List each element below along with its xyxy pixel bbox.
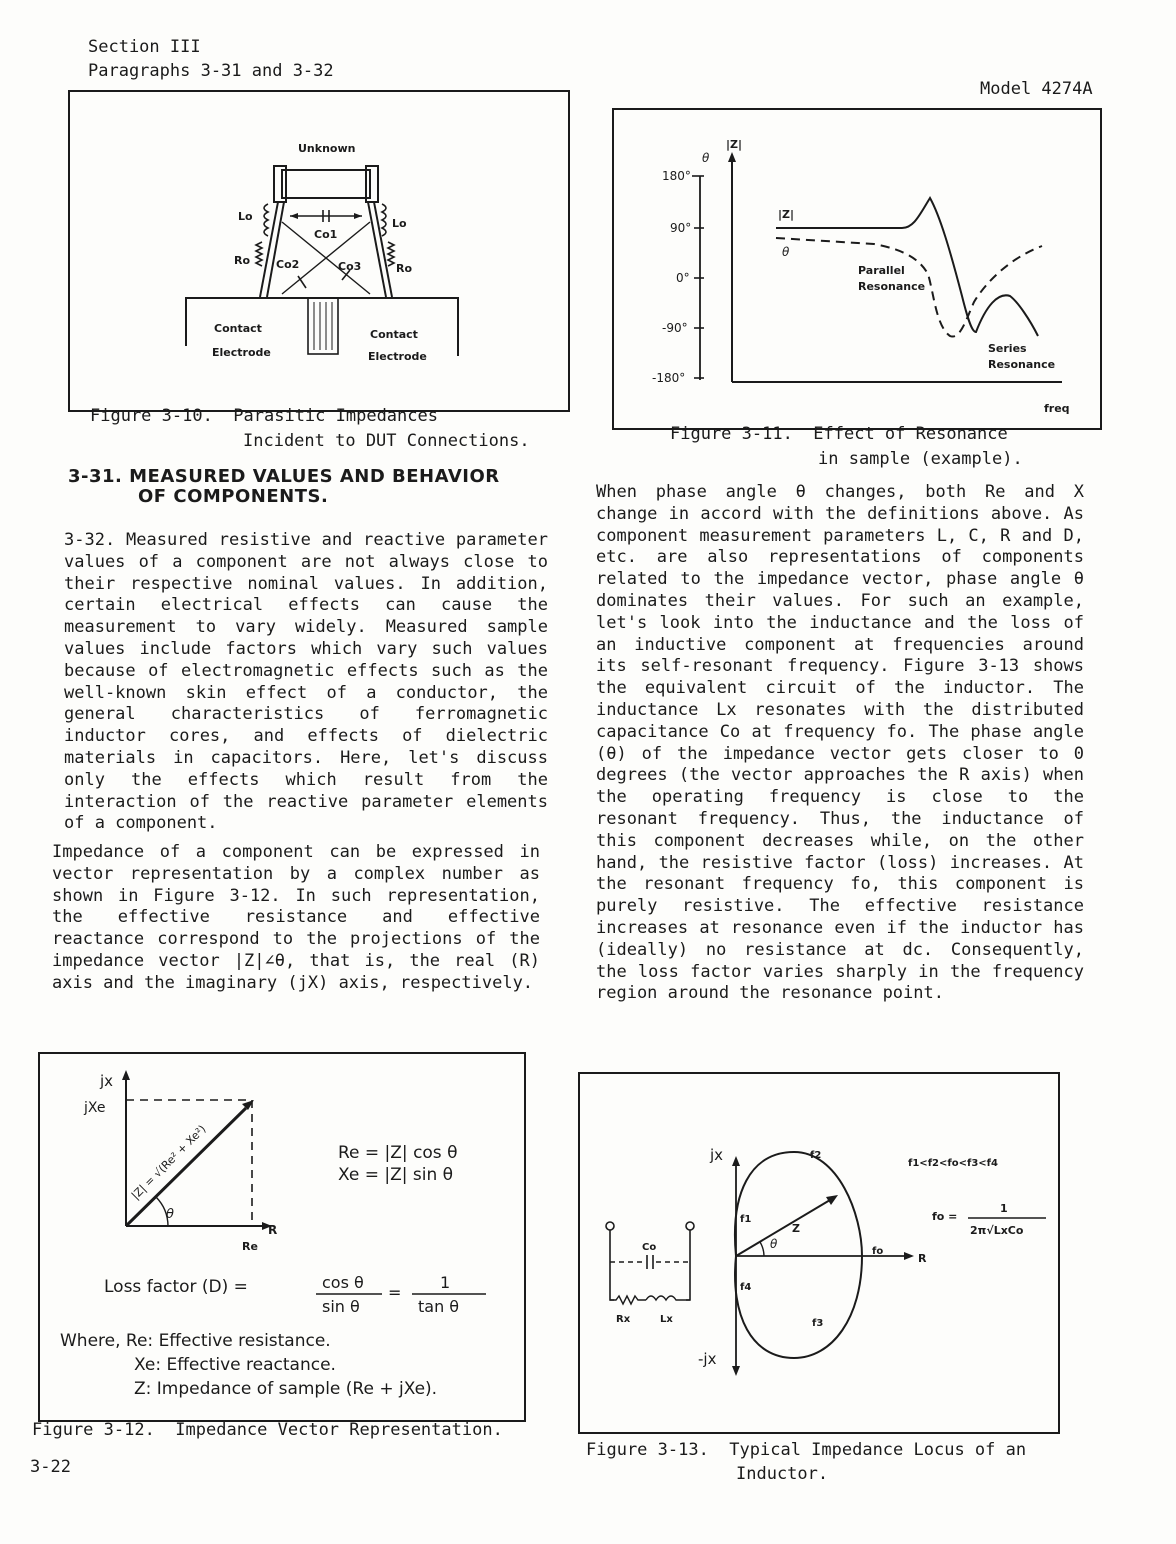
figure-3-12-caption: Figure 3-12. Impedance Vector Representation. bbox=[32, 1420, 503, 1440]
dut-cap-left bbox=[274, 166, 286, 202]
label-lo-right: Lo bbox=[392, 217, 407, 230]
label-contact-left-2: Electrode bbox=[212, 346, 271, 359]
label-z: Z bbox=[792, 1222, 800, 1235]
mjx-axis-arrow bbox=[732, 1366, 740, 1376]
label-lo-left: Lo bbox=[238, 210, 253, 223]
label-contact-right-2: Electrode bbox=[368, 350, 427, 363]
label-parallel-2: Resonance bbox=[858, 280, 926, 293]
figure-3-11 bbox=[612, 108, 1102, 430]
label-f4: f4 bbox=[740, 1282, 752, 1293]
lo-left-coil bbox=[264, 204, 268, 236]
label-fo: fo bbox=[872, 1246, 884, 1257]
label-series-2: Resonance bbox=[988, 358, 1056, 371]
label-f3: f3 bbox=[812, 1318, 824, 1329]
figure-3-10-caption-1: Figure 3-10. Parasitic Impedances bbox=[90, 406, 438, 426]
label-f1: f1 bbox=[740, 1214, 752, 1225]
theta-arc bbox=[760, 1242, 764, 1256]
label-series-1: Series bbox=[988, 342, 1027, 355]
figure-3-10 bbox=[68, 90, 570, 412]
label-jx: jx bbox=[710, 1146, 724, 1164]
loss-one: 1 bbox=[440, 1273, 451, 1292]
z-vector-arrow bbox=[826, 1195, 838, 1205]
label-jx: jx bbox=[100, 1072, 114, 1090]
paragraphs-label: Paragraphs 3-31 and 3-32 bbox=[88, 61, 334, 81]
label-r: R bbox=[918, 1252, 927, 1265]
label-theta-axis: θ bbox=[702, 151, 710, 165]
label-rx: Rx bbox=[616, 1314, 631, 1325]
paragraph-3-32: 3-32. Measured resistive and reactive parameter values of a component are not always close to their respective nominal values. In addition, certain electrical effects can cause the measurement to vary widely. Measured sample values include factors which vary such values because of electromagnetic effects such as the well-known skin effect of a conductor, the general characteristics of ferromagnetic inductor cores, and effects of dielectric materials in capacitors. Here, let's discuss only the effects which result from the interaction of the reactive parameter elements of a component. bbox=[64, 530, 548, 834]
z-curve bbox=[776, 198, 1038, 336]
label-r: R bbox=[268, 1223, 278, 1237]
jx-axis-arrow bbox=[122, 1070, 130, 1080]
figure-3-12 bbox=[38, 1052, 526, 1422]
label-contact-right-1: Contact bbox=[370, 328, 418, 341]
paragraph-phase-angle: When phase angle θ changes, both Re and X change in accord with the definitions above. As component measurement parameters L, C, R and D, etc. are also representations of components related to the impedance vector, phase angle θ dominates their values. For such an example, let's look into the inductance and the loss of an inductive component at frequencies around its self-resonant frequency. Figure 3-13 shows the equivalent circuit of the inductor. The inductance Lx resonates with the distributed capacitance Co at frequency fo. The phase angle (θ) of the impedance vector gets closer to 0 degrees (the vector approaches the R axis) when the operating frequency is close to the resonant frequency. Thus, the inductance of this component decreases while, on the other hand, the resistive factor (loss) increases. At the resonant frequency fo, this component is purely resistive. The effective resistance increases at resonance even if the inductor has (ideally) no resistance at dc. Consequently, the loss factor varies sharply in the frequency region around the resonance point. bbox=[596, 482, 1084, 1004]
label-co1: Co1 bbox=[314, 228, 338, 241]
label-z-axis: |Z| bbox=[726, 138, 743, 151]
tick-0: 0° bbox=[676, 271, 690, 285]
dut-cap-right bbox=[366, 166, 378, 202]
where-line-2: Xe: Effective reactance. bbox=[134, 1355, 336, 1375]
equation-xe: Xe = |Z| sin θ bbox=[338, 1165, 454, 1185]
label-co: Co bbox=[642, 1242, 657, 1253]
terminal-right bbox=[686, 1222, 694, 1230]
label-z-curve: |Z| bbox=[778, 208, 795, 221]
loss-tan: tan θ bbox=[418, 1297, 460, 1316]
where-line-1: Where, Re: Effective resistance. bbox=[60, 1331, 331, 1351]
label-fo-num: 1 bbox=[1000, 1202, 1008, 1215]
terminal-left bbox=[606, 1222, 614, 1230]
z-vector bbox=[126, 1108, 246, 1226]
equation-re: Re = |Z| cos θ bbox=[338, 1143, 458, 1163]
figure-3-11-caption-1: Figure 3-11. Effect of Resonance bbox=[670, 424, 1008, 444]
tick-90: 90° bbox=[670, 221, 692, 235]
section-heading-line-2: OF COMPONENTS. bbox=[138, 486, 329, 507]
section-heading-line-1: 3-31. MEASURED VALUES AND BEHAVIOR bbox=[68, 466, 500, 487]
where-line-3: Z: Impedance of sample (Re + jXe). bbox=[134, 1379, 438, 1399]
label-mjx: -jx bbox=[698, 1350, 717, 1368]
label-z-formula: |Z| = √(Re² + Xe²) bbox=[128, 1122, 209, 1203]
figure-3-11-caption-2: in sample (example). bbox=[818, 449, 1023, 469]
ro-right-zigzag bbox=[388, 242, 394, 266]
label-theta: θ bbox=[166, 1207, 174, 1222]
page-number: 3-22 bbox=[30, 1457, 71, 1477]
loss-sin: sin θ bbox=[322, 1297, 360, 1316]
label-ro-left: Ro bbox=[234, 254, 251, 267]
label-theta-curve: θ bbox=[782, 245, 790, 259]
tick-180: 180° bbox=[662, 169, 691, 183]
tick-m90: -90° bbox=[662, 321, 688, 335]
loss-equals-2: = bbox=[388, 1283, 402, 1302]
loss-cos: cos θ bbox=[322, 1273, 364, 1292]
label-frequency-order: f1<f2<fo<f3<f4 bbox=[908, 1158, 998, 1169]
label-unknown: Unknown bbox=[298, 142, 356, 155]
loss-factor-label: Loss factor (D) = bbox=[104, 1277, 248, 1297]
label-ro-right: Ro bbox=[396, 262, 413, 275]
figure-3-10-caption-2: Incident to DUT Connections. bbox=[243, 431, 530, 451]
model-label: Model 4274A bbox=[980, 79, 1093, 99]
insulator bbox=[308, 298, 338, 354]
figure-3-13-caption-2: Inductor. bbox=[736, 1464, 829, 1484]
tick-m180: -180° bbox=[652, 371, 686, 385]
label-contact-left-1: Contact bbox=[214, 322, 262, 335]
dut-body bbox=[282, 170, 370, 198]
label-freq: freq bbox=[1044, 402, 1070, 415]
figure-3-13 bbox=[578, 1072, 1060, 1434]
impedance-locus bbox=[735, 1152, 862, 1358]
ro-left-zigzag bbox=[256, 242, 262, 266]
label-theta: θ bbox=[770, 1237, 778, 1251]
z-vector bbox=[736, 1200, 830, 1256]
figure-3-13-caption-1: Figure 3-13. Typical Impedance Locus of an bbox=[586, 1440, 1027, 1460]
y-axis-arrow bbox=[728, 152, 736, 162]
paragraph-impedance: Impedance of a component can be expressed in vector representation by a complex number as shown in Figure 3-12. In such representation, the effective resistance and effective reactance correspond to the projections of the impedance vector |Z|∠θ, that is, the real (R) axis and the imaginary (jX) axis, respectively. bbox=[52, 842, 540, 993]
lo-right-coil bbox=[382, 204, 386, 236]
label-jxe: jXe bbox=[84, 1100, 106, 1116]
label-co3: Co3 bbox=[338, 260, 362, 273]
label-co2: Co2 bbox=[276, 258, 300, 271]
label-parallel-1: Parallel bbox=[858, 264, 905, 277]
label-re: Re bbox=[242, 1240, 258, 1253]
label-f2: f2 bbox=[810, 1150, 822, 1161]
jx-axis-arrow bbox=[732, 1156, 740, 1166]
label-fo-eq: fo = bbox=[932, 1210, 958, 1223]
section-label: Section III bbox=[88, 37, 201, 57]
label-fo-den: 2π√LxCo bbox=[970, 1224, 1024, 1237]
circuit-loop bbox=[610, 1230, 690, 1300]
label-lx: Lx bbox=[660, 1314, 673, 1325]
r-axis-arrow bbox=[904, 1252, 914, 1260]
